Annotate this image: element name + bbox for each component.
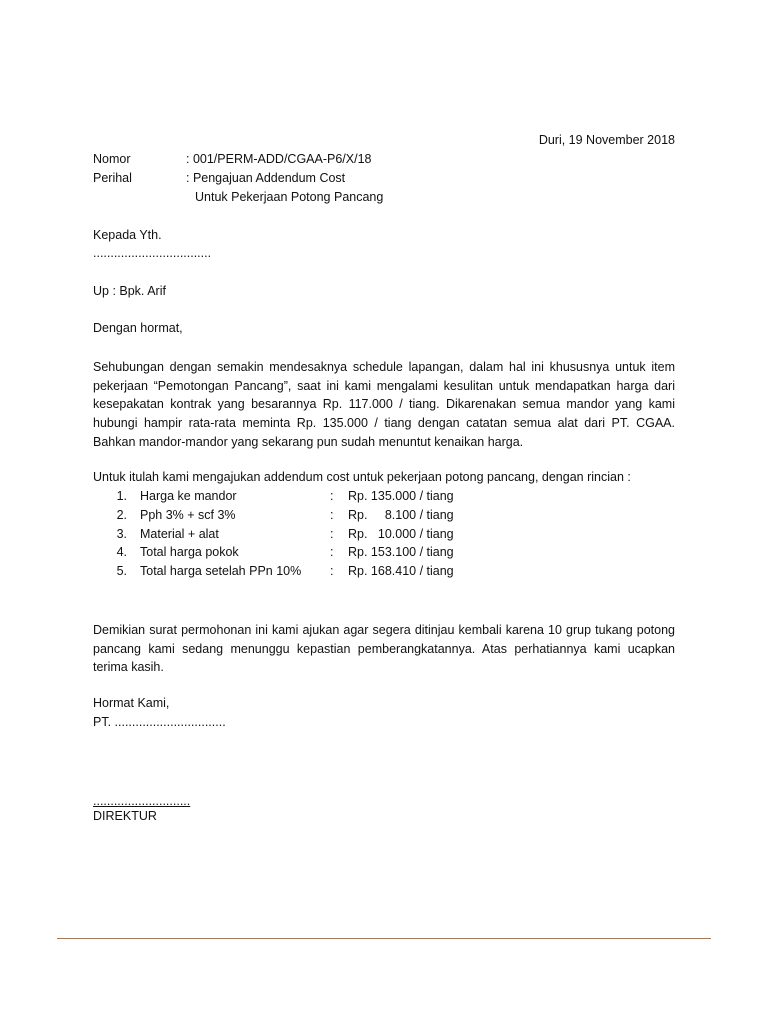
- item-number: 4.: [116, 545, 127, 560]
- item-number: 1.: [116, 489, 127, 503]
- list-item: [93, 545, 675, 564]
- attention-line: Up : Bpk. Arif: [93, 284, 166, 298]
- salutation: Dengan hormat,: [93, 321, 183, 335]
- nomor-label: Nomor: [93, 152, 131, 166]
- recipient-greeting: Kepada Yth.: [93, 228, 162, 242]
- item-colon: :: [330, 564, 334, 579]
- list-item: [93, 489, 675, 508]
- perihal-value: : Pengajuan Addendum Cost: [186, 171, 346, 185]
- list-item: [93, 508, 675, 527]
- list-intro: Untuk itulah kami mengajukan addendum cost untuk pekerjaan potong pancang, dengan rincian :: [93, 470, 631, 484]
- perihal-value-continued: Untuk Pekerjaan Potong Pancang: [195, 190, 384, 204]
- item-colon: :: [330, 507, 334, 522]
- item-colon: :: [330, 489, 334, 503]
- signature-line: ............................: [93, 794, 191, 808]
- item-label: Harga ke mandor: [140, 489, 237, 503]
- item-value: Rp. 10.000 / tiang: [348, 526, 454, 541]
- perihal-label: Perihal: [93, 171, 132, 185]
- cost-items-list: [93, 489, 675, 583]
- place-date: Duri, 19 November 2018: [538, 133, 675, 147]
- company-name: PT. ................................: [93, 715, 226, 729]
- item-label: Total harga pokok: [140, 545, 239, 560]
- item-number: 5.: [116, 564, 127, 579]
- item-colon: :: [330, 545, 334, 560]
- item-value: Rp. 168.410 / tiang: [348, 564, 454, 579]
- nomor-value: : 001/PERM-ADD/CGAA-P6/X/18: [186, 152, 372, 166]
- item-colon: :: [330, 526, 334, 541]
- item-number: 2.: [116, 507, 127, 522]
- footer-divider: [57, 938, 711, 939]
- item-value: Rp. 135.000 / tiang: [348, 489, 454, 503]
- closing-phrase: Hormat Kami,: [93, 696, 170, 710]
- list-item: [93, 527, 675, 546]
- item-number: 3.: [116, 526, 127, 541]
- signatory-title: DIREKTUR: [93, 809, 157, 823]
- closing-paragraph: Demikian surat permohonan ini kami ajukan agar segera ditinjau kembali karena 10 grup tukang potong pancang kami sedang menunggu kepastian pemberangkatannya. Atas perhatiannya kami ucapkan terima kasih.: [93, 623, 675, 675]
- body-paragraph: Sehubungan dengan semakin mendesaknya schedule lapangan, dalam hal ini khususnya untuk item pekerjaan “Pemotongan Pancang”, saat ini kami mengalami kesulitan untuk mendapatkan harga dari kesepakatan kontrak yang besarannya Rp. 117.000 / tiang. Dikarenakan semua mandor yang kami hubungi hampir rata-rata meminta Rp. 135.000 / tiang dengan catatan semua alat dari PT. CGAA. Bahkan mandor-mandor yang sekarang pun sudah menuntut kenaikan harga.: [93, 360, 675, 449]
- list-item: [93, 564, 675, 583]
- item-label: Material + alat: [140, 526, 219, 541]
- item-label: Pph 3% + scf 3%: [140, 507, 236, 522]
- item-value: Rp. 153.100 / tiang: [348, 545, 454, 560]
- recipient-name: ..................................: [93, 246, 212, 260]
- item-value: Rp. 8.100 / tiang: [348, 507, 454, 522]
- item-label: Total harga setelah PPn 10%: [140, 564, 302, 579]
